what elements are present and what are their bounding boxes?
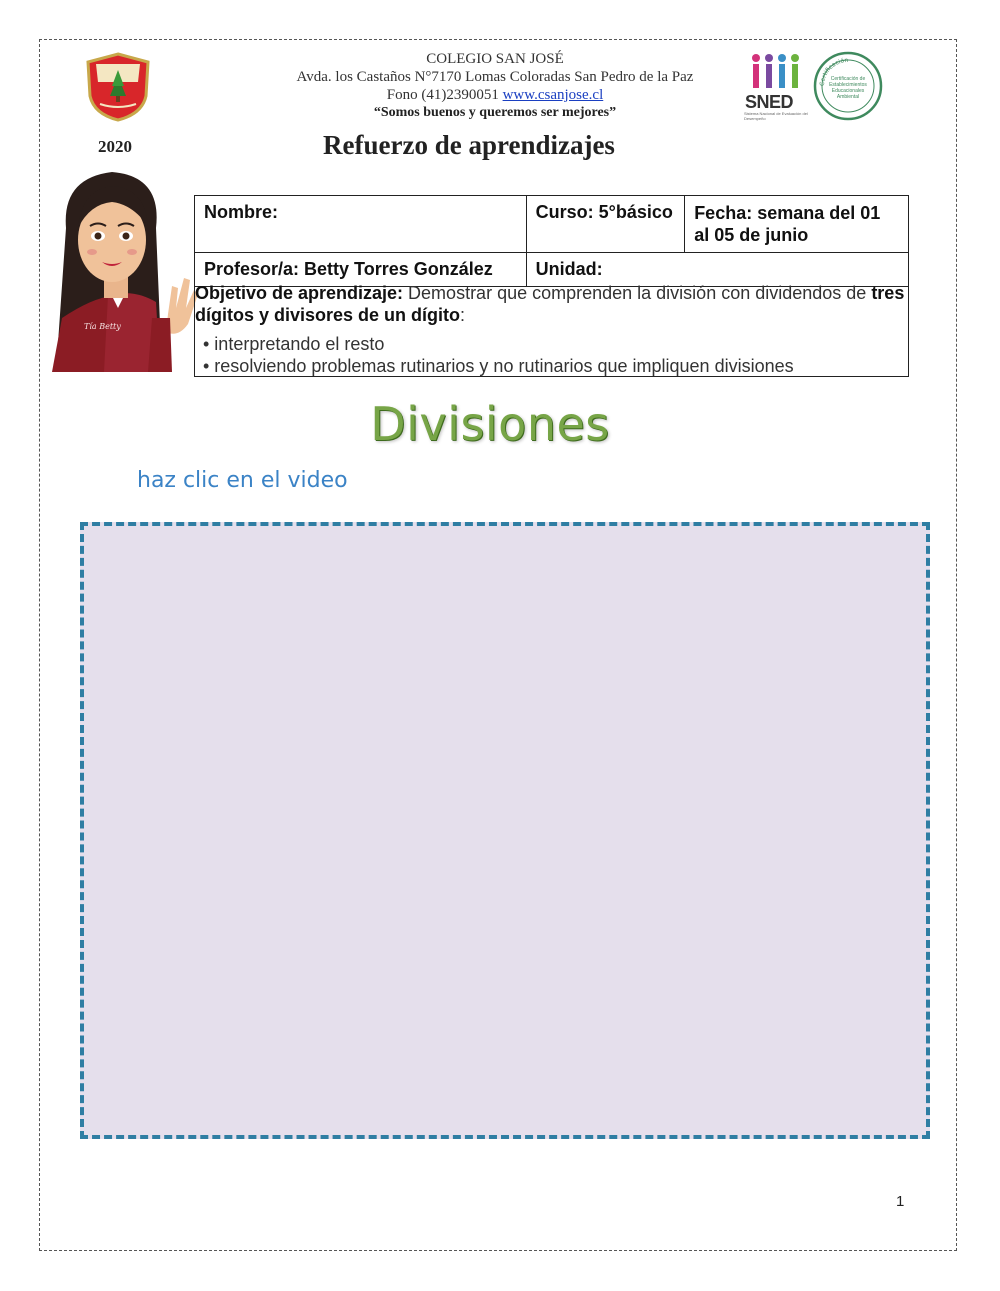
school-header bbox=[270, 50, 720, 122]
date-cell bbox=[685, 196, 909, 253]
sned-subtitle: Sistema Nacional de Evaluación del Desempeño bbox=[744, 111, 808, 121]
school-website-link[interactable]: www.csanjose.cl bbox=[502, 87, 604, 103]
video-placeholder[interactable] bbox=[80, 522, 930, 1139]
course-label: Curso: 5°básico bbox=[535, 202, 673, 222]
unit-label: Unidad: bbox=[535, 259, 603, 279]
learning-objective bbox=[194, 280, 909, 377]
page-number: 1 bbox=[896, 1193, 905, 1210]
school-crest-icon bbox=[82, 52, 154, 122]
objective-bullet: • resolviendo problemas rutinarios y no rutinarios que impliquen divisiones bbox=[203, 356, 794, 376]
objective-bold-text: tres dígitos y divisores de un dígito bbox=[195, 283, 905, 325]
date-label: Fecha: semana del 01 al 05 de junio bbox=[694, 203, 881, 245]
student-info-table bbox=[194, 195, 909, 287]
video-prompt-link[interactable]: haz clic en el video bbox=[137, 468, 348, 493]
document-title: Refuerzo de aprendizajes bbox=[323, 130, 615, 160]
main-heading: Divisiones bbox=[370, 397, 610, 451]
school-phone-line bbox=[270, 86, 720, 104]
sned-label: SNED bbox=[745, 92, 794, 112]
objective-text-1: Demostrar que comprenden la división con dividendos de bbox=[403, 283, 872, 303]
objective-text bbox=[195, 282, 908, 326]
objective-bullet: • interpretando el resto bbox=[203, 334, 385, 354]
objective-bullet-list bbox=[195, 333, 908, 377]
sned-logo-icon bbox=[750, 52, 802, 90]
course-cell bbox=[526, 196, 685, 253]
name-cell[interactable] bbox=[195, 196, 527, 253]
seal-label: Certificación de Establecimientos Educacionales Ambiental bbox=[829, 76, 867, 100]
school-motto: “Somos buenos y queremos ser mejores” bbox=[373, 105, 617, 120]
school-phone: Fono (41)2390051 bbox=[386, 87, 499, 103]
year-label: 2020 bbox=[98, 137, 132, 156]
name-label: Nombre: bbox=[204, 202, 279, 222]
teacher-avatar bbox=[52, 168, 198, 372]
teacher-label: Profesor/a: Betty Torres González bbox=[204, 259, 493, 279]
objective-label: Objetivo de aprendizaje: bbox=[195, 283, 404, 303]
svg-text:Certificación: Certificación bbox=[818, 56, 849, 87]
school-name: COLEGIO SAN JOSÉ bbox=[426, 51, 564, 67]
school-address: Avda. los Castaños N°7170 Lomas Coloradas San Pedro de la Paz bbox=[296, 69, 694, 85]
avatar-shirt-label: Tía Betty bbox=[84, 322, 121, 331]
objective-text-2: : bbox=[460, 305, 466, 325]
